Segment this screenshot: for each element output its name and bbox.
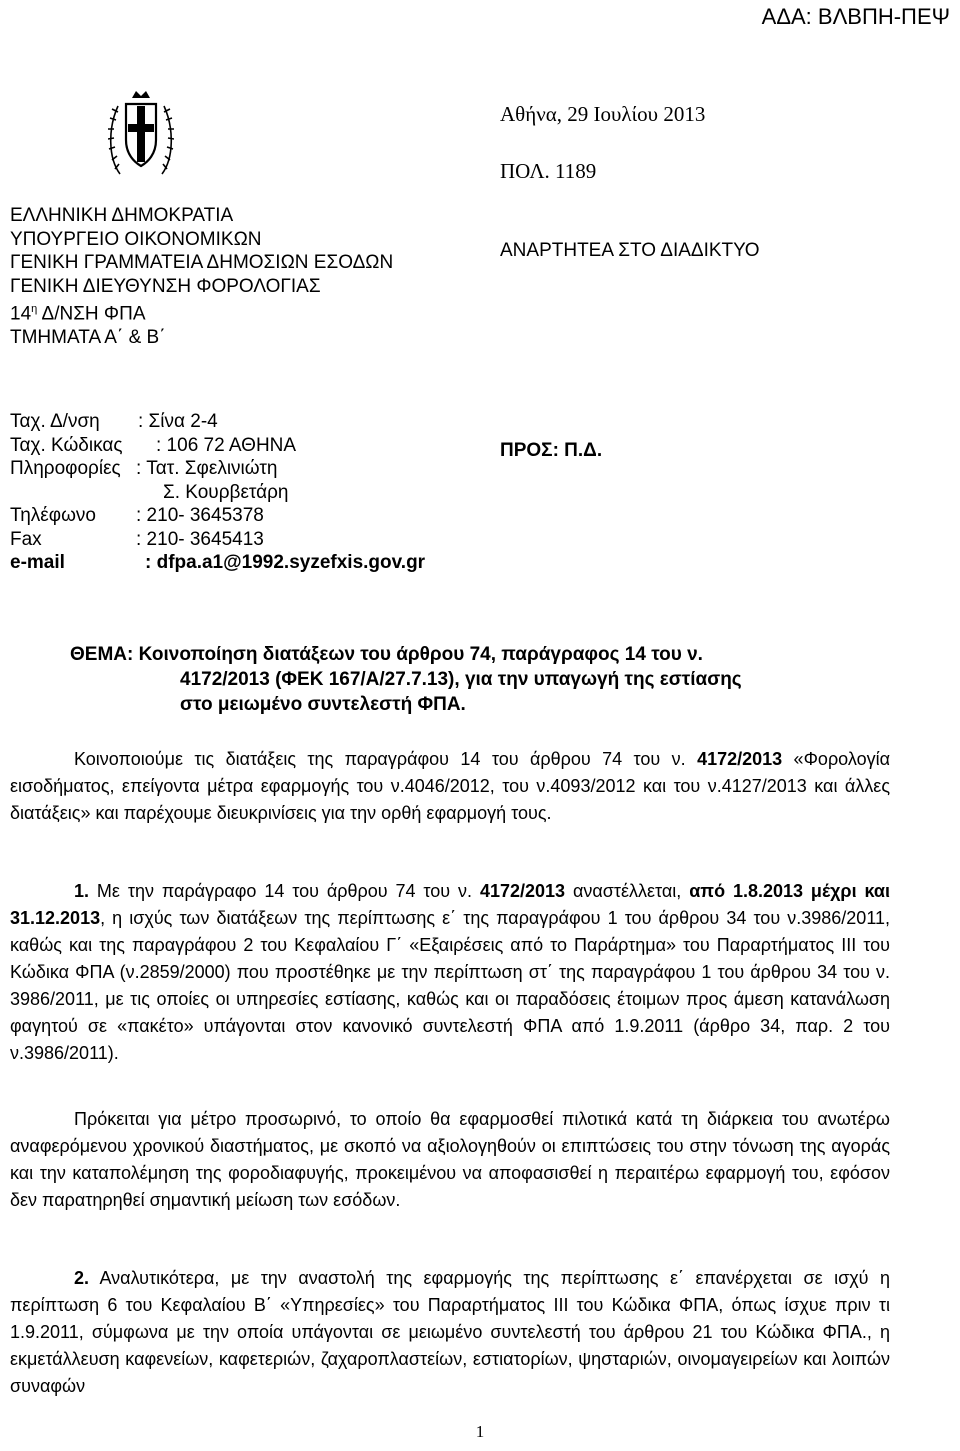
contact-value: : Τατ. Σφελινιώτη <box>136 458 278 479</box>
paragraph-number: 2. <box>74 1268 90 1288</box>
text-run: , η ισχύς των διατάξεων της περίπτωσης ε΄ της παραγράφου 1 του άρθρου 34 του ν.3986/2011, καθώς και της παραγράφου 2 του Κεφαλαίου Γ΄ «Εξαιρέσεις από το Παράρτημα» του Παραρτήματος ΙΙΙ του Κώδικα ΦΠΑ (ν.2859/2000) που προστέθηκε με την περίπτωση στ΄ της παραγράφου 1 του άρθρου 34 του ν. 3986/2011, με τις οποίες οι υπηρεσίες εστίασης, καθώς και οι παραδόσεις έτοιμων προς άμεση κατανάλωση φαγητού σε «πακέτο» υπάγονται στον κανονικό συντελεστή ΦΠΑ από 1.9.2011 (άρθρο 34, παρ. 2 του ν.3986/2011). <box>10 908 890 1063</box>
contact-label: Ταχ. Δ/νση <box>10 411 100 432</box>
page-number: 1 <box>475 1422 485 1441</box>
subject-block <box>70 642 910 717</box>
recipient: ΠΡΟΣ: Π.Δ. <box>500 440 603 461</box>
subject-line: 4172/2013 (ΦΕΚ 167/Α/27.7.13), για την υπαγωγή της εστίασης <box>180 669 742 690</box>
contact-label: Ταχ. Κώδικας <box>10 434 123 456</box>
ministry-line: ΓΕΝΙΚΗ ΔΙΕΥΘΥΝΣΗ ΦΟΡΟΛΟΓΙΑΣ <box>10 275 321 297</box>
subject-line: ΘΕΜΑ: Κοινοποίηση διατάξεων του άρθρου 74, παράγραφος 14 του ν. <box>70 644 703 665</box>
ada-code: ΑΔΑ: ΒΛΒΠΗ-ΠΕΨ <box>761 4 950 29</box>
contact-label: e-mail <box>10 552 65 573</box>
contact-value[interactable]: : dfpa.a1@1992.syzefxis.gov.gr <box>145 552 426 573</box>
law-reference: 4172/2013 <box>479 881 566 901</box>
paragraph-1 <box>10 878 890 1067</box>
ordinal-superscript: η <box>31 303 38 315</box>
date-range: από 1.8.2013 μέχρι και 31.12.2013 <box>10 881 890 928</box>
text-run: Αναλυτικότερα, με την αναστολή της εφαρμογής της περίπτωσης ε΄ επανέρχεται σε ισχύ η περίπτωση 6 του Κεφαλαίου Β΄ «Υπηρεσίες» του Παραρτήματος ΙΙΙ του Κώδικα ΦΠΑ, όπως ίσχυε πριν τι 1.9.2011, σύμφωνα με την οποία υπάγονται σε μειωμένο συντελεστή του άρθρου 21 του Κώδικα ΦΠΑ., η εκμετάλλευση καφενείων, καφετεριών, ζαχαροπλαστείων, εστιατορίων, ψησταριών, οινομαγειρείων και λοιπών συναφών <box>10 1268 890 1396</box>
text-run: αναστέλλεται, <box>565 881 690 901</box>
contact-label: Fax <box>10 528 42 550</box>
ministry-line: ΤΜΗΜΑΤΑ Α΄ & Β΄ <box>10 326 166 348</box>
ministry-line: ΥΠΟΥΡΓΕΙΟ ΟΙΚΟΝΟΜΙΚΩΝ <box>10 228 262 250</box>
pol-number: ΠΟΛ. 1189 <box>500 159 597 183</box>
paragraph-intro <box>10 746 890 827</box>
ministry-line <box>10 298 393 326</box>
ministry-header <box>10 204 393 349</box>
subject-line: στο μειωμένο συντελεστή ΦΠΑ. <box>180 694 466 715</box>
contact-label: Τηλέφωνο <box>10 505 96 526</box>
directorate-name: Δ/ΝΣΗ ΦΠΑ <box>41 303 146 325</box>
paragraph-number: 1. <box>74 881 90 901</box>
law-reference: 4172/2013 <box>697 749 783 769</box>
posting-note: ΑΝΑΡΤΗΤΕΑ ΣΤΟ ΔΙΑΔΙΚΤΥΟ <box>500 240 760 261</box>
contact-value: : Σίνα 2-4 <box>138 411 218 432</box>
paragraph-2 <box>10 1265 890 1400</box>
contact-value: Σ. Κουρβετάρη <box>163 481 289 503</box>
text-run: «Φορολογία εισοδήματος, επείγοντα μέτρα εφαρμογής του ν.4046/2012, του ν.4093/2012 και του ν.4127/2013 και άλλες διατάξεις» και παρέχουμε διευκρινίσεις για την ορθή εφαρμογή τους. <box>10 749 890 823</box>
contact-value: : 106 72 ΑΘΗΝΑ <box>156 434 297 456</box>
text-run: Κοινοποιούμε τις διατάξεις της παραγράφου 14 του άρθρου 74 του ν. <box>74 749 698 769</box>
ministry-line: ΕΛΛΗΝΙΚΗ ΔΗΜΟΚΡΑΤΙΑ <box>10 205 234 226</box>
directorate-number: 14 <box>10 303 32 325</box>
paragraph-pilot: Πρόκειται για μέτρο προσωρινό, το οποίο θα εφαρμοσθεί πιλοτικά κατά τη διάρκεια του ανωτέρω αναφερόμενου χρονικού διαστήματος, με σκοπό να αξιολογηθούν οι επιπτώσεις του στην τόνωση της αγοράς και την καταπολέμηση της φοροδιαφυγής, προκειμένου να αποφασισθεί η περαιτέρω εφαρμογή του, εφόσον δεν παρατηρηθεί σημαντική μείωση των εσόδων. <box>10 1109 890 1210</box>
contact-value: : 210- 3645413 <box>136 528 264 550</box>
ministry-line: ΓΕΝΙΚΗ ΓΡΑΜΜΑΤΕΙΑ ΔΗΜΟΣΙΩΝ ΕΣΟΔΩΝ <box>10 252 394 273</box>
text-run: Με την παράγραφο 14 του άρθρου 74 του ν. <box>89 881 480 901</box>
contact-label: Πληροφορίες <box>10 458 121 479</box>
document-date: Αθήνα, 29 Ιουλίου 2013 <box>500 102 706 126</box>
coat-of-arms-icon <box>108 88 174 180</box>
contact-value: : 210- 3645378 <box>136 505 264 526</box>
